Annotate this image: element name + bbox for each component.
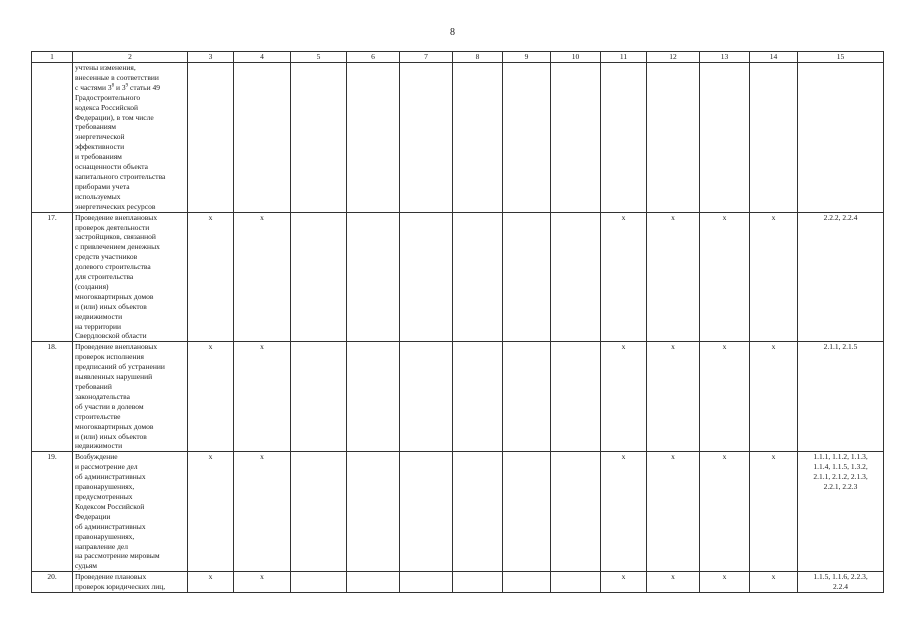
table-cell: [188, 63, 234, 213]
table-cell: [453, 212, 503, 342]
table-cell: [400, 452, 453, 572]
table-cell: [798, 63, 884, 213]
table-cell: [700, 63, 750, 213]
page-number: 8: [450, 27, 455, 38]
table-cell: [503, 452, 551, 572]
column-header: 15: [798, 52, 884, 63]
table-cell: [347, 572, 400, 593]
column-header: 8: [453, 52, 503, 63]
column-header: 1: [32, 52, 73, 63]
column-header: 14: [750, 52, 798, 63]
table-cell: х: [750, 452, 798, 572]
table-row-continuation: [32, 63, 884, 213]
text-line: и 3: [114, 82, 126, 92]
table-cell: [503, 342, 551, 452]
column-header: 11: [601, 52, 647, 63]
table-cell: х: [601, 452, 647, 572]
table-cell: [400, 572, 453, 593]
table-cell: [453, 342, 503, 452]
row-number: 18.: [32, 342, 73, 452]
table-cell: [400, 63, 453, 213]
column-header: 13: [700, 52, 750, 63]
row-description: [73, 63, 188, 213]
table-cell: х: [234, 572, 291, 593]
table-cell: х: [647, 452, 700, 572]
table-cell: [453, 452, 503, 572]
column-header: 12: [647, 52, 700, 63]
table-cell: х: [647, 342, 700, 452]
table-cell: х: [188, 572, 234, 593]
table-cell: х: [234, 342, 291, 452]
table-cell: [551, 452, 601, 572]
text-line: статьи 49: [128, 82, 160, 92]
table-cell: х: [601, 212, 647, 342]
column-header: 3: [188, 52, 234, 63]
table-cell: [551, 572, 601, 593]
table-cell: х: [601, 572, 647, 593]
table-cell: [291, 63, 347, 213]
table-cell: [291, 452, 347, 572]
reference-cell: 2.2.2, 2.2.4: [798, 212, 884, 342]
row-number: 20.: [32, 572, 73, 593]
table-cell: х: [700, 452, 750, 572]
row-description: Проведение внеплановых проверок деятельности застройщиков, связанной с привлечением денежных средств участников долевого строительства для строительства (создания) многоквартирных домов и (или) иных объектов недвижимости на территории Свердловской области: [73, 212, 188, 342]
superscript: 8: [111, 83, 115, 89]
table-cell: [503, 212, 551, 342]
table-cell: х: [647, 212, 700, 342]
table-cell: [347, 342, 400, 452]
table-cell: [503, 63, 551, 213]
table-cell: [291, 212, 347, 342]
reference-cell: 1.1.5, 1.1.6, 2.2.3, 2.2.4: [798, 572, 884, 593]
table-cell: [453, 572, 503, 593]
table-cell: х: [188, 452, 234, 572]
table-row: [32, 342, 884, 452]
table-cell: [750, 63, 798, 213]
table-cell: х: [647, 572, 700, 593]
column-header: 7: [400, 52, 453, 63]
table-row: [32, 212, 884, 342]
text-block: Градостроительного кодекса Российской Федерации), в том числе требованиям энергетической эффективности и требованиям оснащенности объекта капитального строительства приборами учета используемых энергетических ресурсов: [75, 92, 166, 211]
table-cell: х: [700, 212, 750, 342]
table-cell: [503, 572, 551, 593]
table-cell: х: [700, 572, 750, 593]
table-cell: [601, 63, 647, 213]
superscript: 9: [125, 83, 129, 89]
table-cell: х: [700, 342, 750, 452]
column-number-row: [32, 52, 884, 63]
table-row: [32, 572, 884, 593]
reference-cell: 2.1.1, 2.1.5: [798, 342, 884, 452]
document-table: [31, 51, 884, 593]
table-cell: х: [750, 572, 798, 593]
table-cell: х: [601, 342, 647, 452]
row-number: 19.: [32, 452, 73, 572]
row-description: Проведение внеплановых проверок исполнения предписаний об устранении выявленных нарушений требований законодательства об участии в долевом строительстве многоквартирных домов и (или) иных объектов недвижимости: [73, 342, 188, 452]
table-cell: х: [750, 212, 798, 342]
column-header: 2: [73, 52, 188, 63]
table-cell: [551, 63, 601, 213]
reference-cell: 1.1.1, 1.1.2, 1.1.3, 1.1.4, 1.1.5, 1.3.2, 2.1.1, 2.1.2, 2.1.3, 2.2.1, 2.2.3: [798, 452, 884, 572]
table-cell: [400, 342, 453, 452]
table-cell: [551, 342, 601, 452]
row-number: 17.: [32, 212, 73, 342]
table-cell: [347, 212, 400, 342]
table-cell: [234, 63, 291, 213]
row-description: Возбуждение и рассмотрение дел об административных правонарушениях, предусмотренных Кодексом Российской Федерации об административных правонарушениях, направление дел на рассмотрение мировым судьям: [73, 452, 188, 572]
table-cell: [453, 63, 503, 213]
table-row: [32, 452, 884, 572]
text-line: с частями 3: [75, 82, 112, 92]
table-cell: х: [750, 342, 798, 452]
row-number: [32, 63, 73, 213]
text-line: учтены изменения,: [75, 63, 136, 72]
table-cell: [347, 452, 400, 572]
column-header: 10: [551, 52, 601, 63]
table-cell: [291, 572, 347, 593]
table-cell: х: [188, 342, 234, 452]
table-cell: х: [188, 212, 234, 342]
table-cell: [551, 212, 601, 342]
table-cell: [291, 342, 347, 452]
row-description: Проведение плановых проверок юридических лиц,: [73, 572, 188, 593]
table-cell: х: [234, 212, 291, 342]
table-cell: [647, 63, 700, 213]
column-header: 9: [503, 52, 551, 63]
column-header: 5: [291, 52, 347, 63]
column-header: 4: [234, 52, 291, 63]
column-header: 6: [347, 52, 400, 63]
table-cell: [347, 63, 400, 213]
text-line: внесенные в соответствии: [75, 72, 159, 82]
table-cell: х: [234, 452, 291, 572]
table-cell: [400, 212, 453, 342]
